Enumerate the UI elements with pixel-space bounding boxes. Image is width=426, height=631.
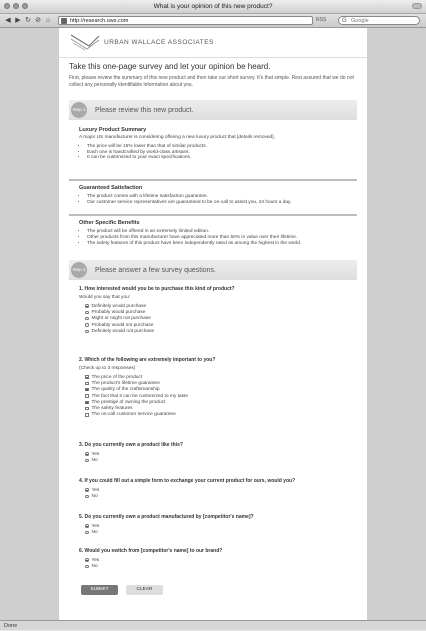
benefits-bullet: • The safety features of this product have been independently rated as among the highest in the world. <box>87 241 357 247</box>
radio-option[interactable] <box>79 457 357 463</box>
window-controls <box>4 3 28 9</box>
radio-button[interactable] <box>85 311 89 315</box>
intro <box>69 62 359 88</box>
page-viewport[interactable] <box>0 28 426 620</box>
title-bar <box>0 0 426 14</box>
step-2-band <box>69 260 357 280</box>
intro-body: First, please review the summary of this new product and then take our short survey. It's that simple. Rest assured that we do not collect any personally identifiable information about you. <box>69 75 354 88</box>
radio-option[interactable] <box>79 493 357 499</box>
question-2-subtitle: (Check up to 3 responses) <box>79 366 136 371</box>
rss-icon[interactable]: RSS <box>316 17 327 23</box>
radio-button[interactable] <box>85 304 89 308</box>
checkbox[interactable] <box>85 394 89 398</box>
minimize-window-button[interactable] <box>13 3 19 9</box>
other-benefits <box>79 220 357 246</box>
guaranteed-satisfaction <box>79 185 357 206</box>
option-label: Yes <box>91 487 100 493</box>
window-title: What is your opinion of this new product? <box>153 3 273 10</box>
question-2 <box>79 357 357 418</box>
checkbox[interactable] <box>85 413 89 417</box>
url-text: http://research.uws.com <box>70 18 129 24</box>
brand-name: URBAN WALLACE ASSOCIATES <box>104 39 214 46</box>
option-label: Definitely would purchase <box>91 303 147 309</box>
question-1-subtitle: Would you say that you: <box>79 295 131 300</box>
zoom-window-button[interactable] <box>22 3 28 9</box>
checkbox[interactable] <box>85 401 89 405</box>
radio-button[interactable] <box>85 531 89 535</box>
question-1-options <box>79 303 357 334</box>
option-label: No <box>91 529 98 535</box>
search-input[interactable] <box>338 16 420 25</box>
option-label: Probably would not purchase <box>91 322 154 328</box>
option-label: No <box>91 563 98 569</box>
status-bar: Done <box>0 620 426 630</box>
section-divider <box>69 179 357 181</box>
option-label: The safety features <box>91 406 133 412</box>
search-placeholder: Google <box>351 18 369 24</box>
address-bar[interactable] <box>58 16 313 25</box>
clear-button[interactable]: CLEAR <box>126 585 163 595</box>
option-label: The fact that it can be customized to my taste <box>91 393 189 399</box>
page-header <box>59 28 367 58</box>
survey-page <box>59 28 367 620</box>
question-4-options <box>79 487 357 500</box>
benefits-heading: Other Specific Benefits <box>79 220 140 226</box>
radio-button[interactable] <box>85 317 89 321</box>
step-1-badge: Step 1 <box>71 102 87 118</box>
benefits-bullet: • The product will be offered in an extremely limited edition. <box>87 229 357 235</box>
checkbox[interactable] <box>85 407 89 411</box>
guarantee-bullet: • Our customer service representatives are guaranteed to be on-call to assist you, 24 hours a day. <box>87 200 357 206</box>
step-2-badge: Step 2 <box>71 262 87 278</box>
summary-text: A major US manufacturer is considering offering a new luxury product that [details removed]. <box>79 135 275 140</box>
option-label: No <box>91 457 98 463</box>
checkbox[interactable] <box>85 375 89 379</box>
question-5 <box>79 514 357 536</box>
reload-icon[interactable]: ↻ <box>25 16 31 24</box>
summary-bullet: • The price will be 15% lower than that of similar products. <box>87 144 357 150</box>
stop-icon[interactable]: ⊘ <box>35 16 41 24</box>
radio-button[interactable] <box>85 524 89 528</box>
option-label: Yes <box>91 523 100 529</box>
toolbar-toggle-button[interactable] <box>412 3 422 9</box>
home-icon[interactable]: ⌂ <box>45 16 51 24</box>
question-3-options <box>79 451 357 464</box>
question-2-title: 2. Which of the following are extremely important to you? <box>79 357 216 363</box>
checkbox[interactable] <box>85 382 89 386</box>
radio-button[interactable] <box>85 488 89 492</box>
radio-option[interactable] <box>79 328 357 334</box>
radio-option[interactable] <box>79 529 357 535</box>
question-4-title: 4. If you could fill out a simple form to exchange your current product for ours, would you? <box>79 478 296 484</box>
search-engine-icon[interactable]: G <box>342 18 347 24</box>
step-1-title: Please review this new product. <box>95 106 194 114</box>
question-2-options <box>79 374 357 418</box>
radio-button[interactable] <box>85 565 89 569</box>
option-label: The on-call customer service guarantee <box>91 412 176 418</box>
question-5-options <box>79 523 357 536</box>
question-6-options <box>79 557 357 570</box>
question-1-title: 1. How interested would you be to purchase this kind of product? <box>79 286 235 292</box>
product-summary <box>79 127 357 161</box>
radio-option[interactable] <box>79 563 357 569</box>
back-icon[interactable]: ◀ <box>5 16 11 24</box>
summary-bullet: • It can be customized to your exact specifications. <box>87 155 357 161</box>
question-3 <box>79 442 357 464</box>
option-label: The product's lifetime guarantee <box>91 380 160 386</box>
benefits-bullet: • Other products from this manufacturer have appreciated more than 50% in value over their lifetime. <box>87 235 357 241</box>
option-label: Probably would purchase <box>91 309 146 315</box>
radio-button[interactable] <box>85 323 89 327</box>
checkbox[interactable] <box>85 388 89 392</box>
intro-heading: Take this one-page survey and let your opinion be heard. <box>69 62 271 71</box>
submit-button[interactable]: SUBMIT <box>81 585 118 595</box>
radio-button[interactable] <box>85 558 89 562</box>
option-label: Definitely would not purchase <box>91 328 155 334</box>
section-divider <box>69 214 357 216</box>
summary-heading: Luxury Product Summary <box>79 127 147 133</box>
option-label: Might or might not purchase <box>91 316 151 322</box>
option-label: The quality of the craftsmanship <box>91 387 160 393</box>
close-window-button[interactable] <box>4 3 10 9</box>
forward-icon[interactable]: ▶ <box>15 16 21 24</box>
radio-button[interactable] <box>85 459 89 463</box>
guarantee-bullet: • The product comes with a lifetime satisfaction guarantee. <box>87 194 357 200</box>
question-3-title: 3. Do you currently own a product like this? <box>79 442 183 448</box>
option-label: The prestige of owning the product <box>91 399 166 405</box>
checkbox-option[interactable] <box>79 412 357 418</box>
question-6 <box>79 548 357 570</box>
option-label: The price of the product <box>91 374 143 380</box>
option-label: Yes <box>91 557 100 563</box>
question-4 <box>79 478 357 500</box>
option-label: No <box>91 493 98 499</box>
summary-bullet: • Each one is handcrafted by world-class artisans. <box>87 150 357 156</box>
form-buttons <box>81 585 163 595</box>
radio-button[interactable] <box>85 452 89 456</box>
question-6-title: 6. Would you switch from [competitor's name] to our brand? <box>79 548 223 554</box>
browser-toolbar <box>0 14 426 28</box>
favicon-icon <box>61 18 67 24</box>
radio-button[interactable] <box>85 330 89 334</box>
step-1-band <box>69 100 357 120</box>
question-1 <box>79 286 357 334</box>
guarantee-heading: Guaranteed Satisfaction <box>79 185 143 191</box>
radio-button[interactable] <box>85 495 89 499</box>
option-label: Yes <box>91 451 100 457</box>
question-5-title: 5. Do you currently own a product manufactured by [competitor's name]? <box>79 514 254 520</box>
company-logo-icon <box>69 32 101 52</box>
step-2-title: Please answer a few survey questions. <box>95 266 217 274</box>
